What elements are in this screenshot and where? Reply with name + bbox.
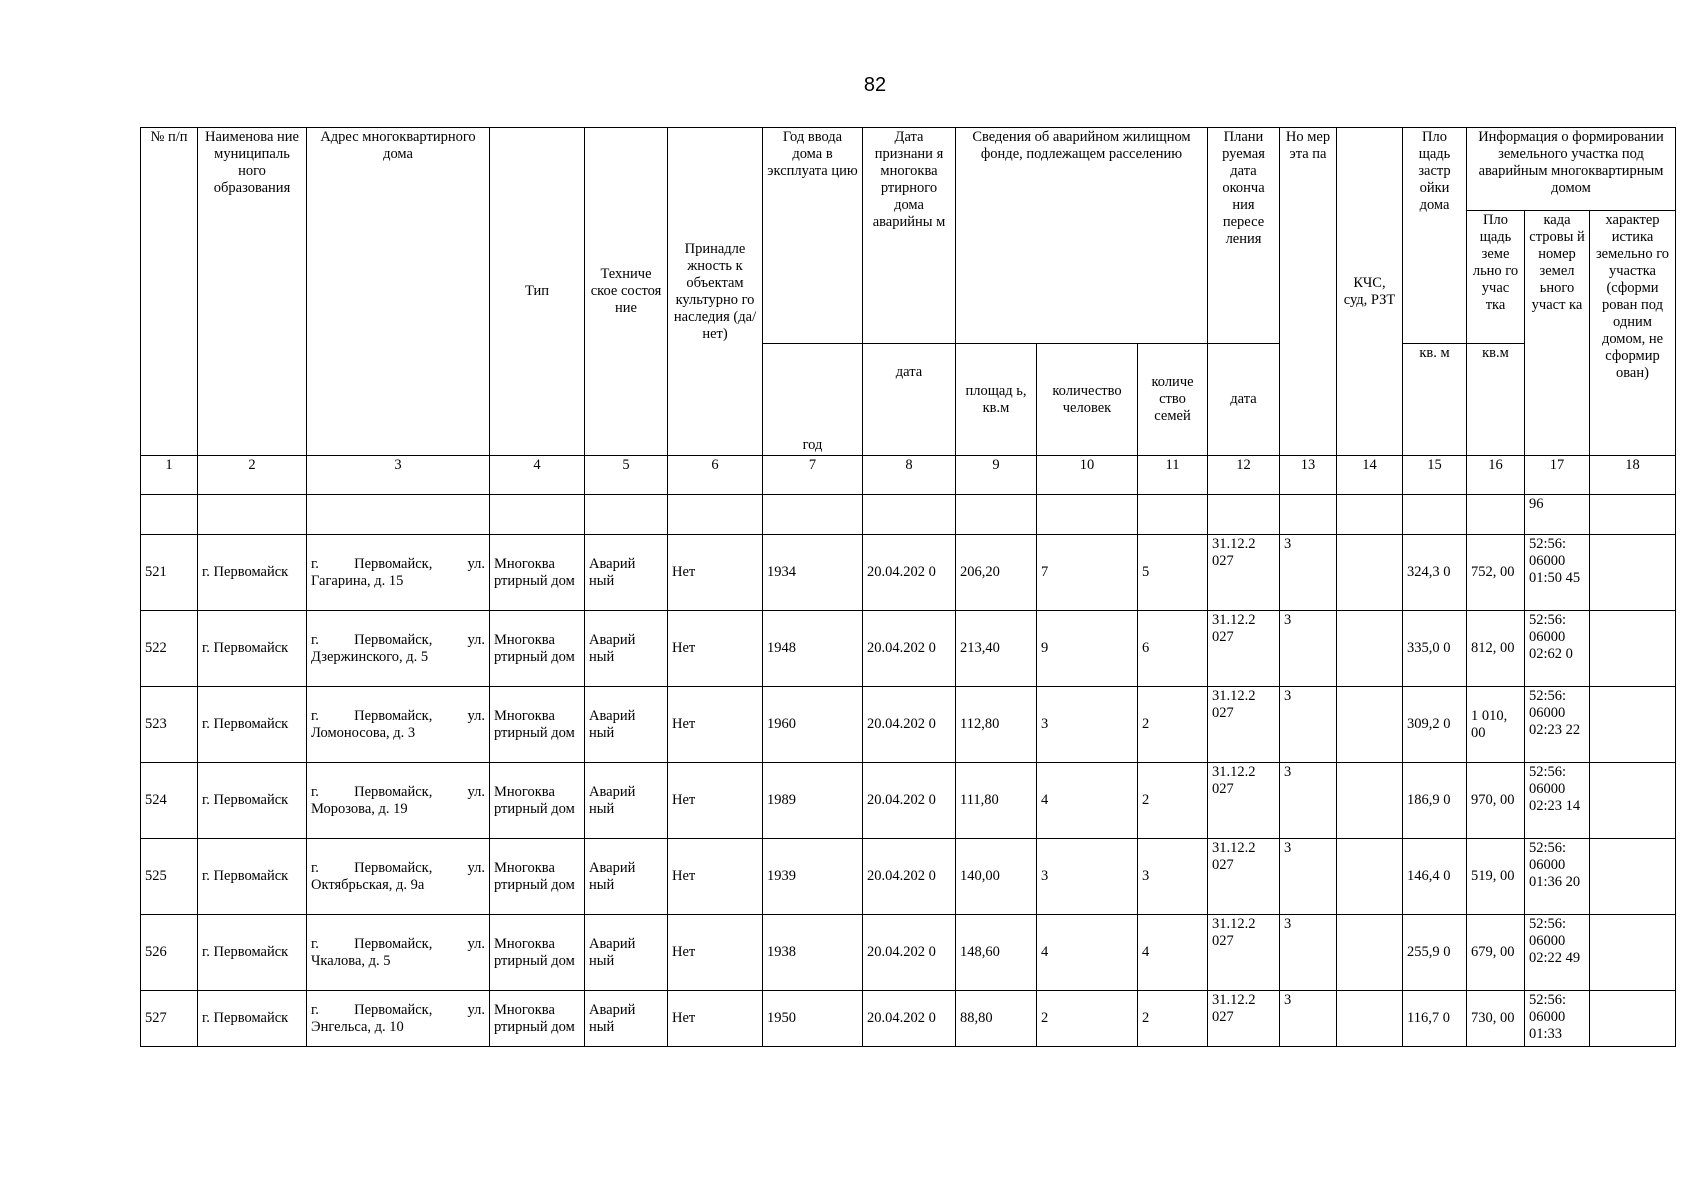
address-street-type: ул. (467, 1001, 485, 1018)
address-city: Первомайск, (354, 555, 433, 572)
column-number: 1 (141, 456, 198, 495)
row-families: 2 (1138, 991, 1208, 1047)
row-stage: 3 (1280, 991, 1337, 1047)
unit-building-area: кв. м (1403, 344, 1467, 456)
row-type: Многоква ртирный дом (490, 687, 585, 763)
address-street: Гагарина, д. 15 (311, 572, 404, 589)
row-address (307, 991, 490, 1047)
row-land-area: 752, 00 (1467, 535, 1525, 611)
row-date: 20.04.202 0 (863, 763, 956, 839)
row-building-area: 116,7 0 (1403, 991, 1467, 1047)
address-street: Дзержинского, д. 5 (311, 648, 429, 665)
row-type: Многоква ртирный дом (490, 535, 585, 611)
row-municipality: г. Первомайск (198, 535, 307, 611)
table-row (141, 611, 1676, 687)
row-people: 9 (1037, 611, 1138, 687)
row-plan-date: 31.12.2 027 (1208, 763, 1280, 839)
unit-land-area: кв.м (1467, 344, 1525, 456)
row-date: 20.04.202 0 (863, 611, 956, 687)
row-area: 88,80 (956, 991, 1037, 1047)
row-kchs (1337, 991, 1403, 1047)
table-row (141, 991, 1676, 1047)
row-people: 4 (1037, 763, 1138, 839)
address-street: Чкалова, д. 5 (311, 952, 391, 969)
column-number: 12 (1208, 456, 1280, 495)
column-number: 2 (198, 456, 307, 495)
address-street-type: ул. (467, 859, 485, 876)
emergency-housing-table (140, 127, 1676, 1047)
address-city: Первомайск, (354, 631, 433, 648)
row-heritage: Нет (668, 839, 763, 915)
row-land-area: 730, 00 (1467, 991, 1525, 1047)
row-land-area: 970, 00 (1467, 763, 1525, 839)
continuation-cadastral: 96 (1525, 495, 1590, 535)
row-type: Многоква ртирный дом (490, 839, 585, 915)
row-kchs (1337, 535, 1403, 611)
row-stage: 3 (1280, 763, 1337, 839)
row-land-character (1590, 611, 1676, 687)
header-stage: Но мер эта па (1280, 128, 1337, 456)
row-land-character (1590, 763, 1676, 839)
address-street-type: ул. (467, 707, 485, 724)
row-stage: 3 (1280, 839, 1337, 915)
unit-area: площад ь, кв.м (956, 344, 1037, 456)
row-state: Аварий ный (585, 763, 668, 839)
row-building-area: 146,4 0 (1403, 839, 1467, 915)
header-type: Тип (490, 128, 585, 456)
row-area: 213,40 (956, 611, 1037, 687)
row-municipality: г. Первомайск (198, 991, 307, 1047)
address-street-type: ул. (467, 631, 485, 648)
address-city: Первомайск, (354, 783, 433, 800)
row-address (307, 535, 490, 611)
row-type: Многоква ртирный дом (490, 611, 585, 687)
row-families: 4 (1138, 915, 1208, 991)
column-number: 15 (1403, 456, 1467, 495)
row-number: 525 (141, 839, 198, 915)
row-year: 1934 (763, 535, 863, 611)
row-families: 3 (1138, 839, 1208, 915)
header-land-character: характер истика земельно го участка (сформи рован под одним домом, не сформир ован) (1590, 211, 1676, 456)
address-prefix: г. (311, 555, 319, 572)
address-city: Первомайск, (354, 707, 433, 724)
row-state: Аварий ный (585, 611, 668, 687)
table-row (141, 763, 1676, 839)
unit-people: количество человек (1037, 344, 1138, 456)
row-people: 3 (1037, 687, 1138, 763)
column-number: 6 (668, 456, 763, 495)
row-state: Аварий ный (585, 687, 668, 763)
column-number: 14 (1337, 456, 1403, 495)
unit-year: год (763, 344, 863, 456)
address-prefix: г. (311, 935, 319, 952)
row-kchs (1337, 763, 1403, 839)
row-land-character (1590, 687, 1676, 763)
row-heritage: Нет (668, 763, 763, 839)
row-people: 4 (1037, 915, 1138, 991)
row-plan-date: 31.12.2 027 (1208, 839, 1280, 915)
table-row (141, 839, 1676, 915)
header-municipality: Наименова ние муниципаль ного образования (198, 128, 307, 456)
row-address (307, 839, 490, 915)
address-prefix: г. (311, 859, 319, 876)
header-land-area: Пло щадь земе льно го учас тка (1467, 211, 1525, 344)
row-stage: 3 (1280, 915, 1337, 991)
page-number: 82 (863, 74, 887, 96)
address-city: Первомайск, (354, 1001, 433, 1018)
column-number: 10 (1037, 456, 1138, 495)
row-kchs (1337, 915, 1403, 991)
row-number: 527 (141, 991, 198, 1047)
row-municipality: г. Первомайск (198, 763, 307, 839)
row-year: 1939 (763, 839, 863, 915)
column-number: 3 (307, 456, 490, 495)
row-cadastral: 52:56: 06000 02:22 49 (1525, 915, 1590, 991)
column-number: 5 (585, 456, 668, 495)
address-street-type: ул. (467, 783, 485, 800)
row-kchs (1337, 839, 1403, 915)
row-land-character (1590, 915, 1676, 991)
row-cadastral: 52:56: 06000 01:50 45 (1525, 535, 1590, 611)
row-families: 5 (1138, 535, 1208, 611)
address-street: Морозова, д. 19 (311, 800, 408, 817)
row-area: 206,20 (956, 535, 1037, 611)
row-families: 2 (1138, 763, 1208, 839)
address-street: Ломоносова, д. 3 (311, 724, 416, 741)
continuation-row (141, 495, 1676, 535)
address-prefix: г. (311, 707, 319, 724)
column-number: 11 (1138, 456, 1208, 495)
row-plan-date: 31.12.2 027 (1208, 915, 1280, 991)
row-area: 148,60 (956, 915, 1037, 991)
row-cadastral: 52:56: 06000 01:36 20 (1525, 839, 1590, 915)
row-state: Аварий ный (585, 991, 668, 1047)
header-tech-state: Техниче ское состоя ние (585, 128, 668, 456)
row-year: 1948 (763, 611, 863, 687)
row-building-area: 255,9 0 (1403, 915, 1467, 991)
row-number: 524 (141, 763, 198, 839)
row-plan-date: 31.12.2 027 (1208, 991, 1280, 1047)
row-building-area: 186,9 0 (1403, 763, 1467, 839)
row-state: Аварий ный (585, 839, 668, 915)
row-stage: 3 (1280, 611, 1337, 687)
row-plan-date: 31.12.2 027 (1208, 611, 1280, 687)
row-cadastral: 52:56: 06000 02:62 0 (1525, 611, 1590, 687)
address-street-type: ул. (467, 935, 485, 952)
header-num: № п/п (141, 128, 198, 456)
address-prefix: г. (311, 631, 319, 648)
row-kchs (1337, 687, 1403, 763)
row-land-area: 1 010, 00 (1467, 687, 1525, 763)
column-number: 8 (863, 456, 956, 495)
unit-date: дата (863, 344, 956, 456)
row-area: 111,80 (956, 763, 1037, 839)
row-year: 1989 (763, 763, 863, 839)
row-municipality: г. Первомайск (198, 839, 307, 915)
header-emergency-info: Сведения об аварийном жилищном фонде, подлежащем расселению (956, 128, 1208, 344)
column-number: 16 (1467, 456, 1525, 495)
row-type: Многоква ртирный дом (490, 915, 585, 991)
row-address (307, 687, 490, 763)
row-date: 20.04.202 0 (863, 687, 956, 763)
row-heritage: Нет (668, 611, 763, 687)
header-building-area: Пло щадь застр ойки дома (1403, 128, 1467, 344)
row-kchs (1337, 611, 1403, 687)
header-kchs: КЧС, суд, РЗТ (1337, 128, 1403, 456)
row-building-area: 309,2 0 (1403, 687, 1467, 763)
address-street: Октябрьская, д. 9а (311, 876, 425, 893)
row-families: 6 (1138, 611, 1208, 687)
row-people: 2 (1037, 991, 1138, 1047)
row-heritage: Нет (668, 991, 763, 1047)
address-street-type: ул. (467, 555, 485, 572)
table-row (141, 535, 1676, 611)
column-number-row (141, 456, 1676, 495)
column-number: 9 (956, 456, 1037, 495)
table-row (141, 687, 1676, 763)
header-heritage: Принадле жность к объектам культурно го наследия (да/нет) (668, 128, 763, 456)
address-street: Энгельса, д. 10 (311, 1018, 404, 1035)
row-cadastral: 52:56: 06000 02:23 22 (1525, 687, 1590, 763)
header-year-commission: Год ввода дома в эксплуата цию (763, 128, 863, 344)
row-type: Многоква ртирный дом (490, 991, 585, 1047)
row-land-area: 812, 00 (1467, 611, 1525, 687)
row-year: 1950 (763, 991, 863, 1047)
row-date: 20.04.202 0 (863, 915, 956, 991)
header-planned-date: Плани руемая дата оконча ния пересе ления (1208, 128, 1280, 344)
address-prefix: г. (311, 783, 319, 800)
row-date: 20.04.202 0 (863, 991, 956, 1047)
column-number: 17 (1525, 456, 1590, 495)
column-number: 18 (1590, 456, 1676, 495)
row-building-area: 335,0 0 (1403, 611, 1467, 687)
table-row (141, 915, 1676, 991)
column-number: 4 (490, 456, 585, 495)
row-year: 1938 (763, 915, 863, 991)
row-building-area: 324,3 0 (1403, 535, 1467, 611)
column-number: 7 (763, 456, 863, 495)
unit-plan-date: дата (1208, 344, 1280, 456)
header-cadastral: када стровы й номер земел ьного участ ка (1525, 211, 1590, 456)
row-date: 20.04.202 0 (863, 839, 956, 915)
row-heritage: Нет (668, 915, 763, 991)
row-heritage: Нет (668, 535, 763, 611)
row-families: 2 (1138, 687, 1208, 763)
header-recognition-date: Дата признани я многоква ртирного дома аварийны м (863, 128, 956, 344)
row-land-character (1590, 839, 1676, 915)
row-plan-date: 31.12.2 027 (1208, 535, 1280, 611)
row-number: 522 (141, 611, 198, 687)
row-municipality: г. Первомайск (198, 687, 307, 763)
row-municipality: г. Первомайск (198, 915, 307, 991)
row-cadastral: 52:56: 06000 01:33 (1525, 991, 1590, 1047)
header-address: Адрес многоквартирного дома (307, 128, 490, 456)
row-people: 3 (1037, 839, 1138, 915)
row-area: 140,00 (956, 839, 1037, 915)
row-people: 7 (1037, 535, 1138, 611)
row-date: 20.04.202 0 (863, 535, 956, 611)
row-number: 521 (141, 535, 198, 611)
address-prefix: г. (311, 1001, 319, 1018)
row-state: Аварий ный (585, 915, 668, 991)
unit-families: количе ство семей (1138, 344, 1208, 456)
row-address (307, 915, 490, 991)
row-stage: 3 (1280, 535, 1337, 611)
row-address (307, 763, 490, 839)
row-number: 526 (141, 915, 198, 991)
address-city: Первомайск, (354, 935, 433, 952)
row-area: 112,80 (956, 687, 1037, 763)
row-type: Многоква ртирный дом (490, 763, 585, 839)
row-municipality: г. Первомайск (198, 611, 307, 687)
address-city: Первомайск, (354, 859, 433, 876)
row-heritage: Нет (668, 687, 763, 763)
row-state: Аварий ный (585, 535, 668, 611)
row-land-character (1590, 535, 1676, 611)
data-rows (141, 535, 1676, 1047)
row-land-area: 679, 00 (1467, 915, 1525, 991)
row-land-area: 519, 00 (1467, 839, 1525, 915)
row-year: 1960 (763, 687, 863, 763)
column-number: 13 (1280, 456, 1337, 495)
row-address (307, 611, 490, 687)
header-land-info: Информация о формировании земельного участка под аварийным многоквартирным домом (1467, 128, 1676, 211)
row-number: 523 (141, 687, 198, 763)
row-stage: 3 (1280, 687, 1337, 763)
row-cadastral: 52:56: 06000 02:23 14 (1525, 763, 1590, 839)
row-plan-date: 31.12.2 027 (1208, 687, 1280, 763)
row-land-character (1590, 991, 1676, 1047)
